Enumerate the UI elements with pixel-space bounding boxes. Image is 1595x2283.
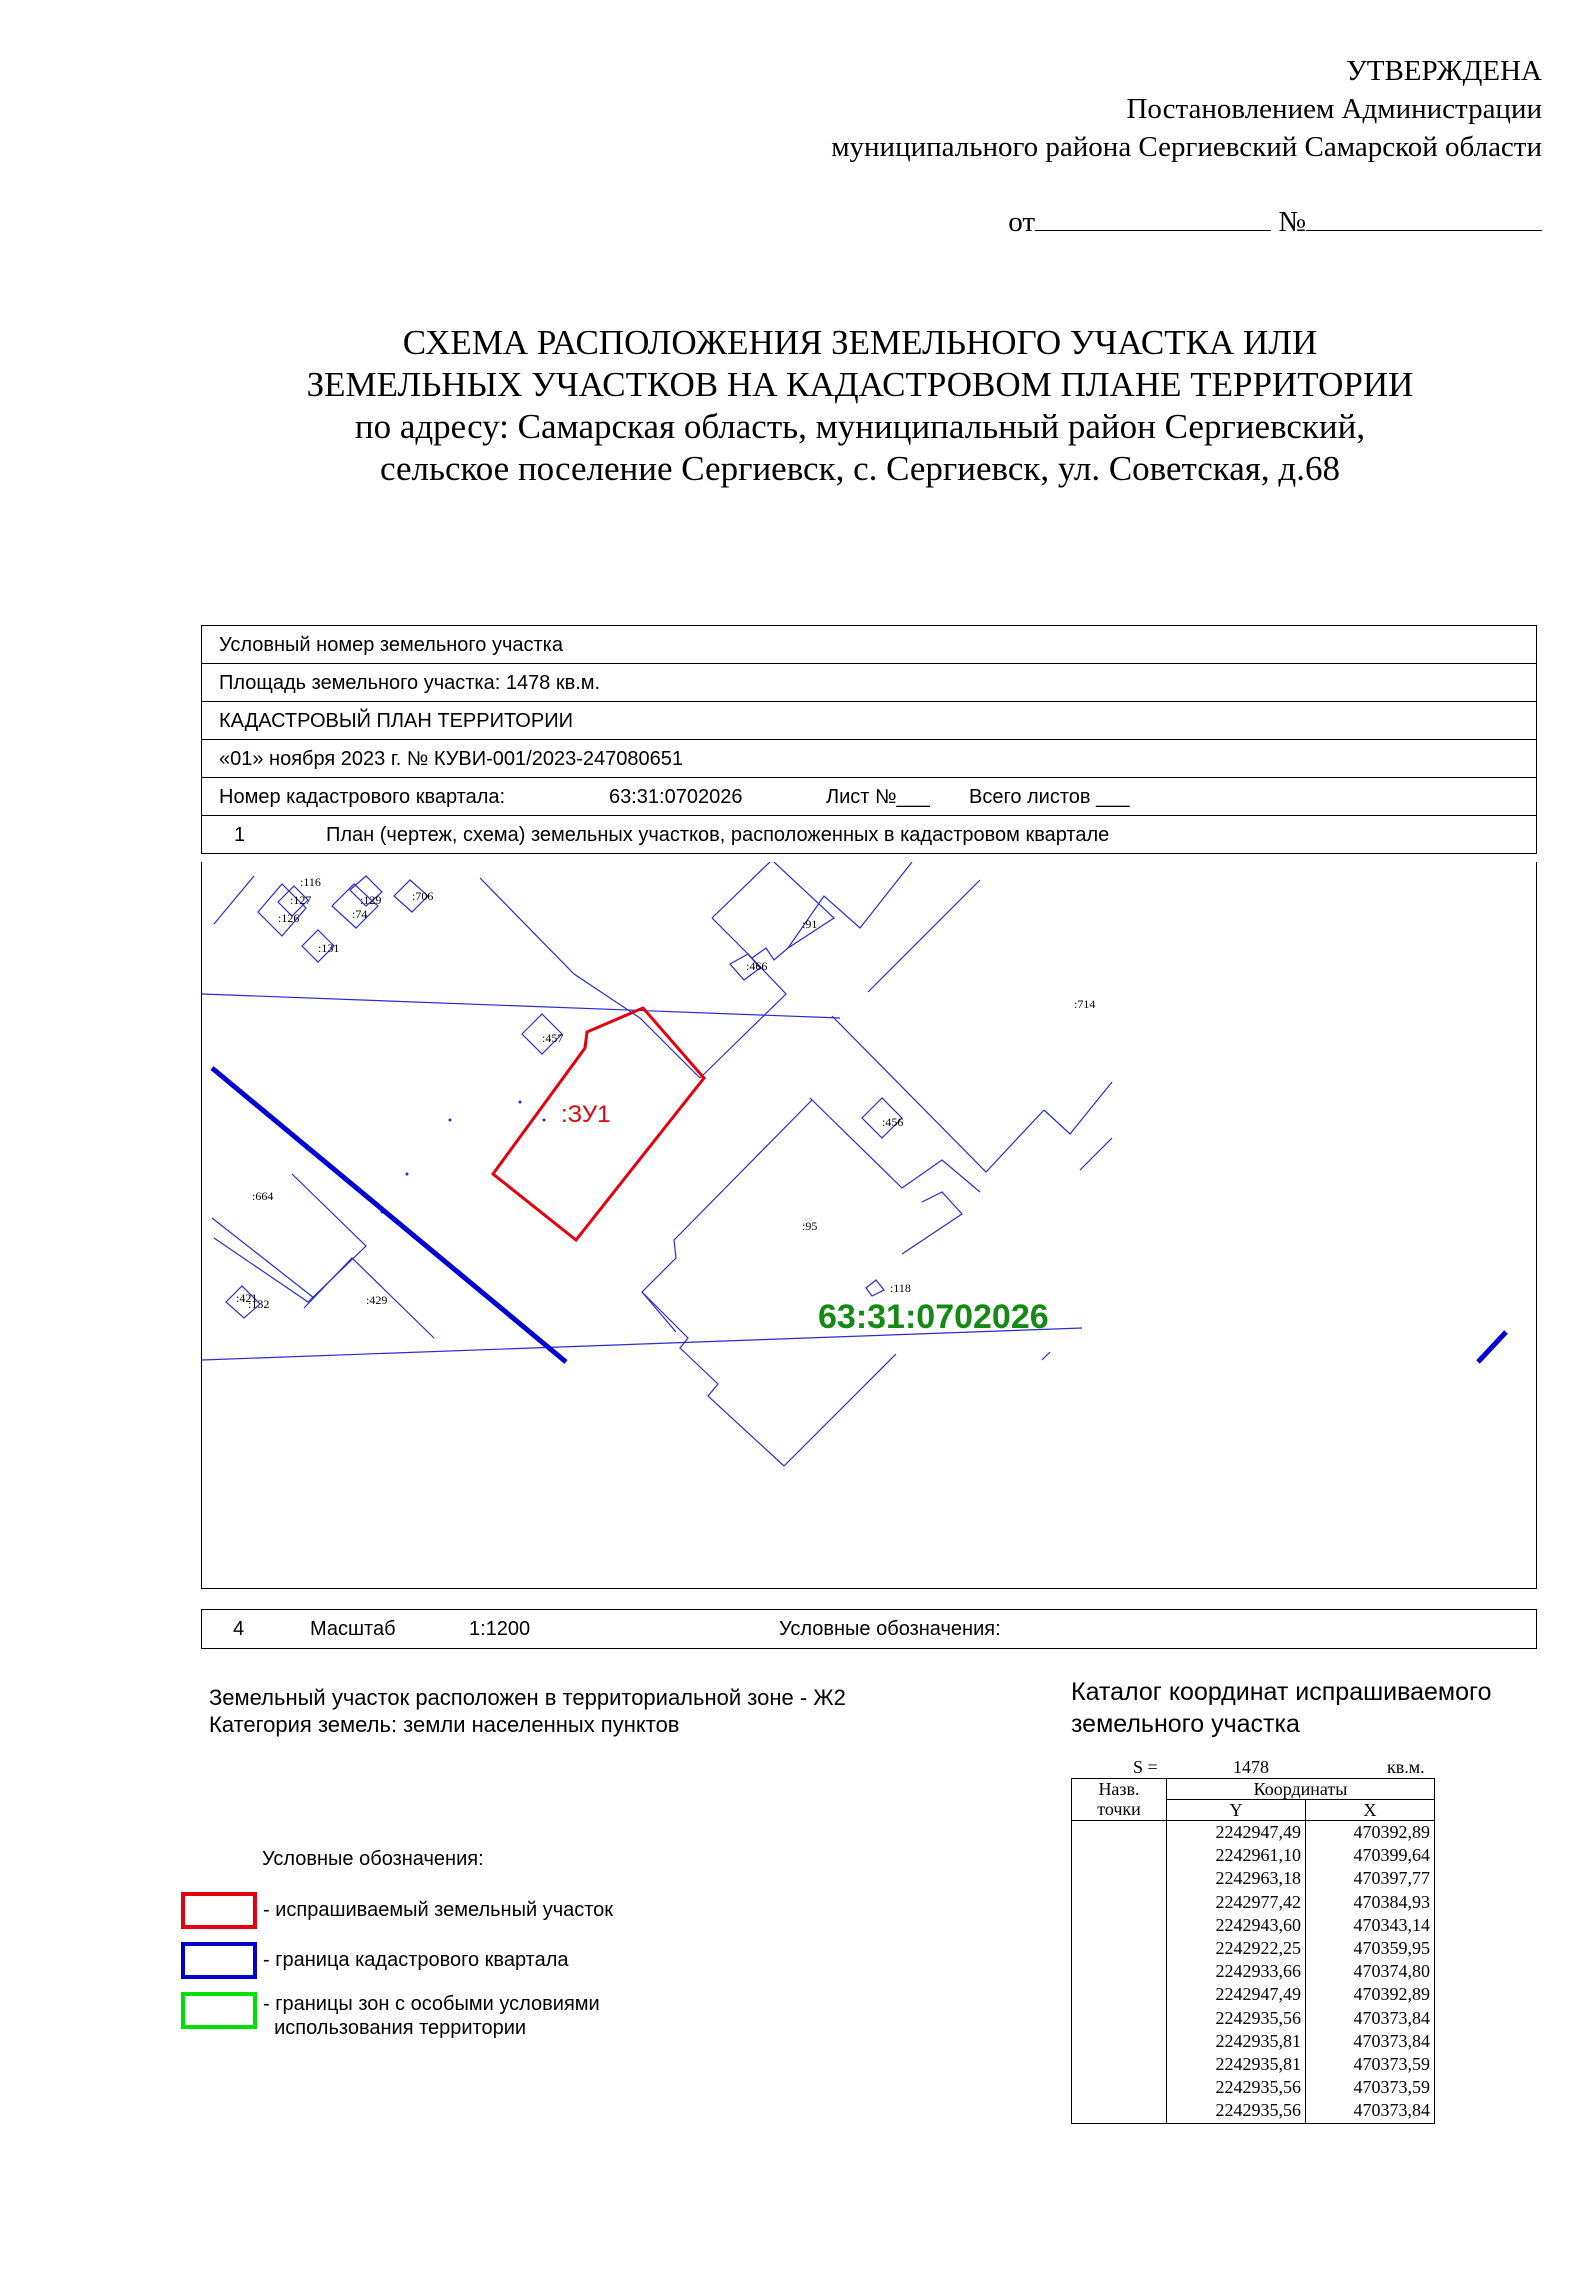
document-title <box>0 322 1595 490</box>
parcel-label-127: :127 <box>290 893 312 907</box>
x-cell: 470374,80 <box>1306 1960 1435 1983</box>
y-cell: 2242935,81 <box>1167 2053 1306 2076</box>
table-row <box>1072 2076 1435 2099</box>
point-name-cell <box>1072 1983 1167 2006</box>
scale-value: 1:1200 <box>469 1618 531 1640</box>
title-line3: по адресу: Самарская область, муниципальный район Сергиевский, <box>354 407 1366 446</box>
quarter-label: Номер кадастрового квартала: <box>219 786 506 808</box>
zone-info <box>209 1684 846 1738</box>
parcel-label-457: :457 <box>542 1031 564 1045</box>
info-row-area: Площадь земельного участка: 1478 кв.м. <box>202 664 1536 702</box>
total-sheets: Всего листов ___ <box>969 786 1130 808</box>
parcel-label-129: :129 <box>360 893 382 907</box>
col-point-name <box>1072 1779 1167 1821</box>
point-name-cell <box>1072 1960 1167 1983</box>
approval-block <box>831 52 1542 241</box>
parcel-label-466: :466 <box>746 959 768 973</box>
parcel-label-95: :95 <box>802 1219 818 1233</box>
point-name-cell <box>1072 1891 1167 1914</box>
table-row <box>1072 1914 1435 1937</box>
table-row <box>1072 1891 1435 1914</box>
parcel-label-126: :126 <box>278 911 300 925</box>
catalog-title-line1: Каталог координат испрашиваемого <box>1071 1678 1492 1706</box>
area-unit: кв.м. <box>1387 1757 1425 1777</box>
table-row <box>1072 2053 1435 2076</box>
zone-line2: Категория земель: земли населенных пунктов <box>209 1712 680 1737</box>
scale-label: Масштаб <box>310 1618 396 1640</box>
point-name-cell <box>1072 2053 1167 2076</box>
parcel-label-91: :91 <box>802 917 818 931</box>
x-cell: 470373,59 <box>1306 2076 1435 2099</box>
point-name-cell <box>1072 1821 1167 1845</box>
table-row <box>1072 1844 1435 1867</box>
date-blank <box>1035 202 1271 231</box>
title-line1: СХЕМА РАСПОЛОЖЕНИЯ ЗЕМЕЛЬНОГО УЧАСТКА ИЛИ <box>402 323 1318 362</box>
parcel-label-74: :74 <box>352 907 368 921</box>
y-cell: 2242935,56 <box>1167 2076 1306 2099</box>
parcel-label-421: :421 <box>236 1291 258 1305</box>
parcel-label-706: :706 <box>412 889 434 903</box>
parcel-label-131: :131 <box>318 941 340 955</box>
plan-heading-number: 1 <box>234 824 246 846</box>
table-row <box>1072 2007 1435 2030</box>
parcel-label-116: :116 <box>300 875 321 889</box>
parcel-label-429: :429 <box>366 1293 388 1307</box>
legend-text-plot: - испрашиваемый земельный участок <box>263 1899 614 1921</box>
y-cell: 2242922,25 <box>1167 1937 1306 1960</box>
approval-line2: муниципального района Сергиевский Самарской области <box>831 131 1542 163</box>
legend-title: Условные обозначения: <box>262 1848 484 1870</box>
quarter-value: 63:31:0702026 <box>609 786 743 808</box>
point-name-cell <box>1072 2007 1167 2030</box>
area-label: S = <box>1133 1757 1158 1777</box>
col-x: X <box>1306 1800 1435 1821</box>
y-cell: 2242935,81 <box>1167 2030 1306 2053</box>
col-point-name-line2: точки <box>1097 1799 1141 1819</box>
scale-legend-label: Условные обозначения: <box>779 1618 1001 1640</box>
parcel-label-714: :714 <box>1074 997 1096 1011</box>
number-blank <box>1306 202 1542 231</box>
legend-text-zones-line2: использования территории <box>263 2017 527 2039</box>
table-row <box>1072 1960 1435 1983</box>
info-row-cadastral-plan: КАДАСТРОВЫЙ ПЛАН ТЕРРИТОРИИ <box>202 702 1536 740</box>
info-row-extract: «01» ноября 2023 г. № КУВИ-001/2023-247080651 <box>202 740 1536 778</box>
y-cell: 2242935,56 <box>1167 2007 1306 2030</box>
point-name-cell <box>1072 1937 1167 1960</box>
area-line <box>1071 1756 1435 1778</box>
x-cell: 470359,95 <box>1306 1937 1435 1960</box>
coordinate-rows <box>1072 1821 1435 2124</box>
info-row-plan-heading <box>202 816 1536 854</box>
number-label: № <box>1278 206 1306 238</box>
y-cell: 2242961,10 <box>1167 1844 1306 1867</box>
quarter-number-label: 63:31:0702026 <box>818 1298 1049 1336</box>
legend-text-zones <box>263 1992 600 2040</box>
catalog-title-line2: земельного участка <box>1071 1710 1300 1738</box>
point-name-cell <box>1072 1844 1167 1867</box>
legend-swatch-blue <box>181 1942 257 1979</box>
approval-date-number <box>831 202 1542 241</box>
title-line2: ЗЕМЕЛЬНЫХ УЧАСТКОВ НА КАДАСТРОВОМ ПЛАНЕ ТЕРРИТОРИИ <box>306 365 1414 404</box>
from-label: от <box>1008 206 1036 238</box>
x-cell: 470343,14 <box>1306 1914 1435 1937</box>
col-point-name-line1: Назв. <box>1098 1779 1140 1799</box>
y-cell: 2242977,42 <box>1167 1891 1306 1914</box>
plan-heading-text: План (чертеж, схема) земельных участков, расположенных в кадастровом квартале <box>326 824 1110 846</box>
x-cell: 470397,77 <box>1306 1867 1435 1890</box>
x-cell: 470373,84 <box>1306 2030 1435 2053</box>
scale-row-number: 4 <box>233 1618 245 1640</box>
point-name-cell <box>1072 2030 1167 2053</box>
y-cell: 2242933,66 <box>1167 1960 1306 1983</box>
y-cell: 2242935,56 <box>1167 2099 1306 2123</box>
legend-text-quarter: - граница кадастрового квартала <box>263 1949 569 1971</box>
x-cell: 470392,89 <box>1306 1821 1435 1845</box>
title-line4: сельское поселение Сергиевск, с. Сергиевск, ул. Советская, д.68 <box>380 449 1340 488</box>
legend-swatch-red <box>181 1892 257 1929</box>
legend-text-zones-line1: - границы зон с особыми условиями <box>263 1993 600 2015</box>
legend-swatch-green <box>181 1992 257 2029</box>
info-table <box>201 625 1537 854</box>
col-coordinates: Координаты <box>1167 1779 1435 1800</box>
parcel-label-118: :118 <box>890 1281 911 1295</box>
x-cell: 470384,93 <box>1306 1891 1435 1914</box>
sheet-number: Лист №___ <box>826 786 930 808</box>
approval-line1: Постановлением Администрации <box>1126 93 1542 125</box>
x-cell: 470399,64 <box>1306 1844 1435 1867</box>
catalog-title <box>1071 1676 1492 1740</box>
point-name-cell <box>1072 2099 1167 2123</box>
parcel-label-132: :132 <box>248 1297 270 1311</box>
parcel-label-456: :456 <box>882 1115 904 1129</box>
table-row <box>1072 1867 1435 1890</box>
info-row-quarter <box>202 778 1536 816</box>
table-row <box>1072 2099 1435 2123</box>
y-cell: 2242947,49 <box>1167 1821 1306 1845</box>
coordinate-catalog <box>1071 1756 1435 2124</box>
y-cell: 2242963,18 <box>1167 1867 1306 1890</box>
x-cell: 470392,89 <box>1306 1983 1435 2006</box>
approval-title: УТВЕРЖДЕНА <box>1346 55 1542 87</box>
x-cell: 470373,84 <box>1306 2099 1435 2123</box>
coordinate-table <box>1071 1778 1435 2124</box>
y-cell: 2242947,49 <box>1167 1983 1306 2006</box>
point-name-cell <box>1072 1914 1167 1937</box>
y-cell: 2242943,60 <box>1167 1914 1306 1937</box>
info-row-plot-number: Условный номер земельного участка <box>202 626 1536 664</box>
requested-plot-label: :ЗУ1 <box>561 1101 611 1128</box>
table-row <box>1072 1937 1435 1960</box>
col-y: Y <box>1167 1800 1306 1821</box>
x-cell: 470373,84 <box>1306 2007 1435 2030</box>
point-name-cell <box>1072 1867 1167 1890</box>
area-value: 1478 <box>1233 1757 1269 1777</box>
zone-line1: Земельный участок расположен в территориальной зоне - Ж2 <box>209 1685 846 1710</box>
table-row <box>1072 1983 1435 2006</box>
map-drawing <box>202 862 1537 1589</box>
table-row <box>1072 1821 1435 1845</box>
x-cell: 470373,59 <box>1306 2053 1435 2076</box>
table-row <box>1072 2030 1435 2053</box>
scale-row <box>201 1609 1537 1649</box>
point-name-cell <box>1072 2076 1167 2099</box>
parcel-label-664: :664 <box>252 1189 274 1203</box>
cadastral-map <box>201 862 1537 1589</box>
